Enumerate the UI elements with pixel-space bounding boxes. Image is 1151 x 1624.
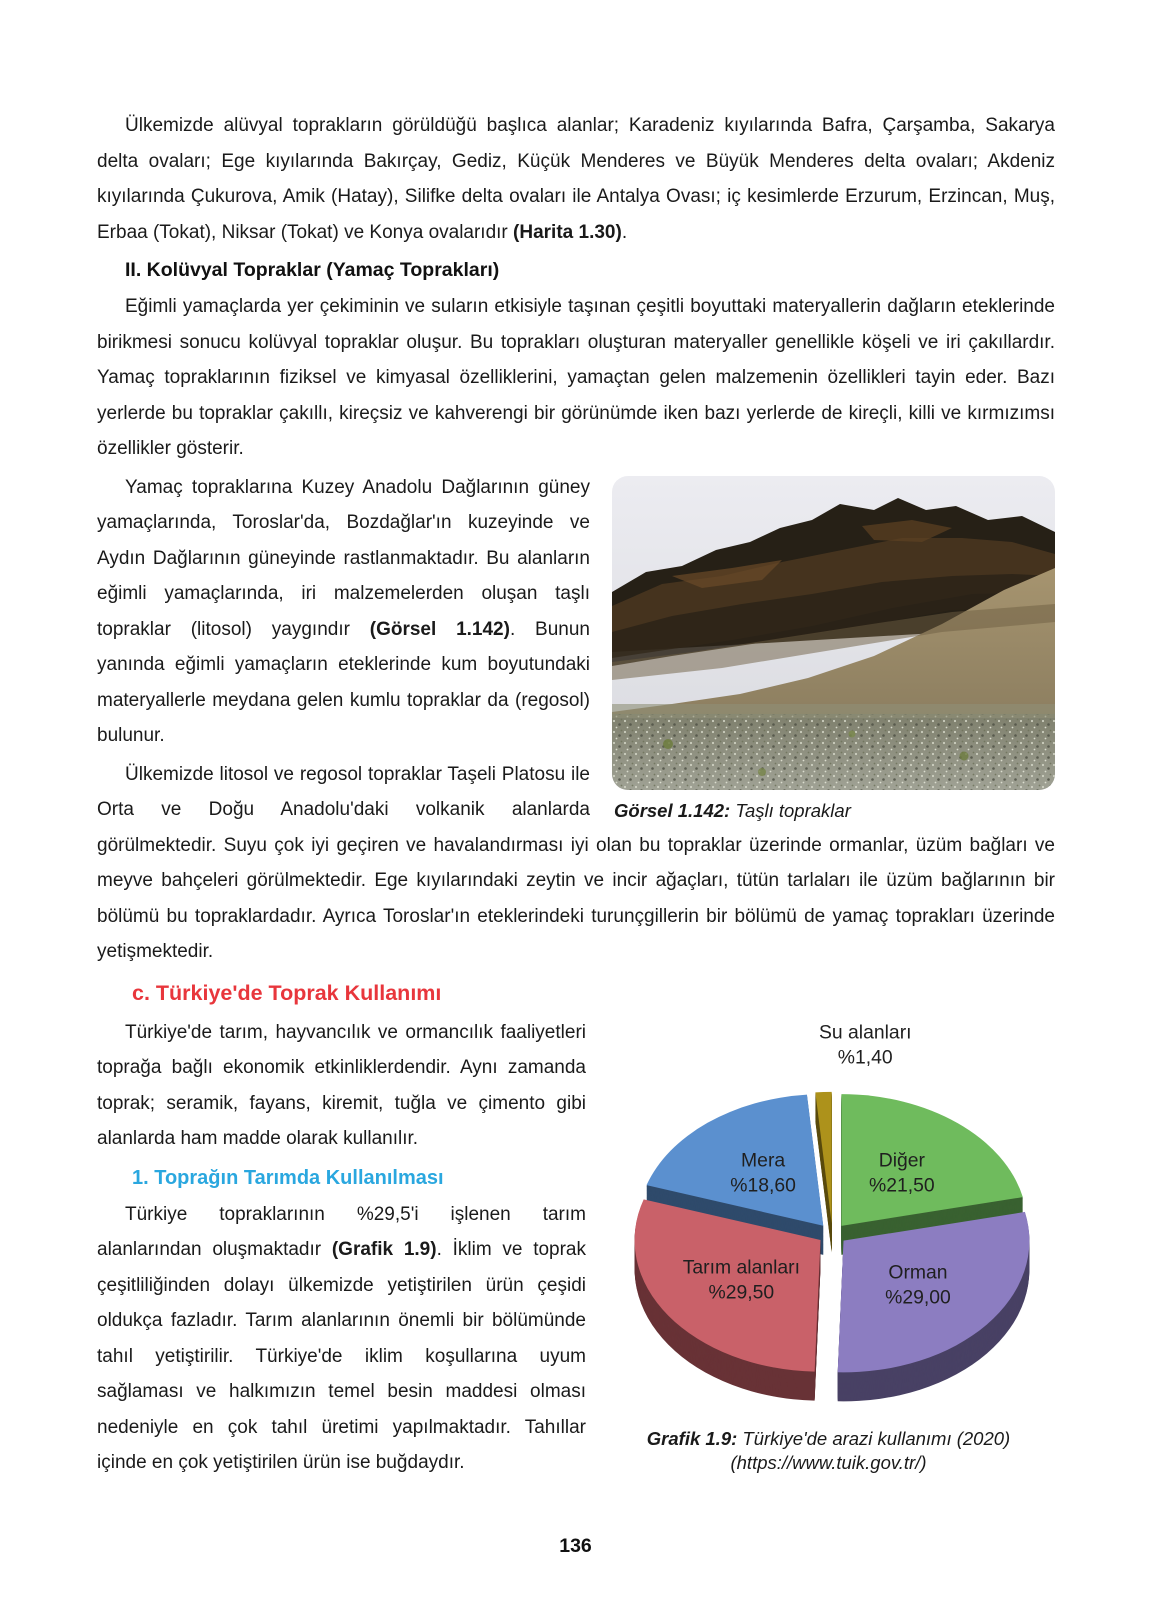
photo-shrub [849,730,856,737]
photo-shrub [758,768,766,776]
figure-gorsel-1142 [612,476,1055,823]
pie-label-su-alanlari: Su alanları [818,1020,912,1043]
pie-chart-land-use [600,1019,1055,1418]
paragraph-text: . [621,221,628,243]
stony-slope-photo-illustration [612,476,1055,790]
photo-tasli-topraklar [612,476,1055,790]
pie-value-diger: %21,50 [869,1174,935,1197]
caption-text: Türkiye'de arazi kullanımı (2020) [737,1427,1011,1449]
paragraph-text: . Bunun yanında eğimli yamaçların eteklerinde kum boyutundaki materyallerle meydana gelen kumlu topraklar da (regosol) bulunur. [97,618,591,746]
pie-value-tarim-alanlari: %29,50 [708,1281,775,1304]
page-number: 136 [559,1535,592,1557]
heading-tarimda-kullanilmasi: 1. Toprağın Tarımda Kullanılması [132,1166,444,1189]
paragraph-text: Yamaç topraklarına Kuzey Anadolu Dağlarının güney yamaçlarında, Toroslar'da, Bozdağlar'ın kuzeyinde ve Aydın Dağlarının güneyinde rastlanmaktadır. Bu alanların eğimli yamaçlarında, iri malzemelerden oluşan taşlı topraklar (litosol) yaygındır [97,476,590,640]
caption-text: Taşlı topraklar [730,799,851,821]
pie-label-diger: Diğer [878,1149,925,1172]
caption-label: Grafik 1.9: [646,1427,738,1449]
paragraph-text: Türkiye topraklarının %29,5'i işlenen tarım alanlarından oluşmaktadır [97,1203,586,1260]
bold-reference-grafik: (Grafik 1.9) [331,1239,437,1260]
pie-value-su-alanlari: %1,40 [837,1046,893,1069]
paragraph-alluvial-areas [97,108,1055,250]
pie-value-orman: %29,00 [885,1286,951,1309]
pie-label-mera: Mera [741,1148,786,1171]
bold-reference-gorsel: (Görsel 1.142) [369,618,510,640]
photo-ground-edge [612,704,1055,718]
paragraph-text: Ülkemizde alüvyal toprakların görüldüğü başlıca alanlar; Karadeniz kıyılarında Bafra, Çarşamba, Sakarya delta ovaları; Ege kıyılarında Bakırçay, Gediz, Küçük Menderes ve Büyük Menderes delta ovaları; Akdeniz kıyılarında Çukurova, Amik (Hatay), Silifke delta ovaları ile Antalya Ovası; iç kesimlerde Erzurum, Erzincan, Muş, Erbaa (Tokat), Niksar (Tokat) ve Konya ovalarıdır [97,115,1055,243]
caption-label: Görsel 1.142: [614,799,731,821]
paragraph-toprak-ekonomi: Türkiye'de tarım, hayvancılık ve ormancılık faaliyetleri toprağa bağlı ekonomik etkinliklerdendir. Aynı zamanda toprak; seramik, fayans, kiremit, tuğla ve çimento gibi alanlarda ham madde olarak kullanılır. [97,1021,586,1149]
figure-grafik-19 [600,1019,1055,1475]
heading-koluvyal-topraklar: II. Kolüvyal Topraklar (Yamaç Toprakları) [125,259,500,281]
pie-value-mera: %18,60 [730,1174,796,1197]
heading-toprak-kullanimi: c. Türkiye'de Toprak Kullanımı [132,980,442,1005]
photo-gravel-texture [612,714,1055,790]
pie-label-orman: Orman [888,1260,948,1283]
photo-shrub [960,751,969,760]
photo-shrub [663,739,673,749]
pie-label-tarim-alanlari: Tarım alanları [682,1256,801,1279]
paragraph-litosol-regosol: Ülkemizde litosol ve regosol topraklar Taşeli Platosu ile Orta ve Doğu Anadolu'daki volkanik alanlarda görülmektedir. Suyu çok iyi geçiren ve havalandırması iyi olan bu topraklar üzerinde ormanlar, üzüm bağları ve meyve bahçeleri görülmektedir. Ege kıyılarındaki zeytin ve incir ağaçları, tütün tarlaları ile üzüm bağlarının bir bölümü bu topraklardadır. Ayrıca Toroslar'ın eteklerindeki turunçgillerin bir bölümü de yamaç toprakları üzerinde yetişmektedir. [97,763,1055,962]
figure-caption-gorsel [614,799,1055,823]
bold-reference-harita: (Harita 1.30) [513,221,622,243]
paragraph-koluvyal: Eğimli yamaçlarda yer çekiminin ve suların etkisiyle taşınan çeşitli boyuttaki materyallerin dağların eteklerinde birikmesi sonucu kolüvyal topraklar oluşur. Bu toprakları oluşturan materyaller genellikle köşeli ve iri çakıllardır. Yamaç topraklarının fiziksel ve kimyasal özelliklerini, yamaçtan gelen malzemenin özellikleri tayin eder. Bazı yerlerde bu topraklar çakıllı, kireçsiz ve kahverengi bir görünümde iken bazı yerlerde de kireçli, killi ve kırmızımsı özellikler gösterir. [97,296,1055,459]
caption-source-url: (https://www.tuik.gov.tr/) [730,1451,927,1473]
figure-caption-grafik [602,1427,1055,1475]
paragraph-text: . İklim ve toprak çeşitliliğinden dolayı ülkemizde yetiştirilen ürün çeşidi oldukça fazladır. Tarım alanlarının önemli bir bölümünde tahıl yetiştirilir. Türkiye'de iklim koşullarına uyum sağlaması ve halkımızın temel besin maddesi olması nedeniyle en çok tahıl üretimi yapılmaktadır. Tahıllar içinde en çok yetiştirilen ürün ise buğdaydır. [97,1239,586,1473]
